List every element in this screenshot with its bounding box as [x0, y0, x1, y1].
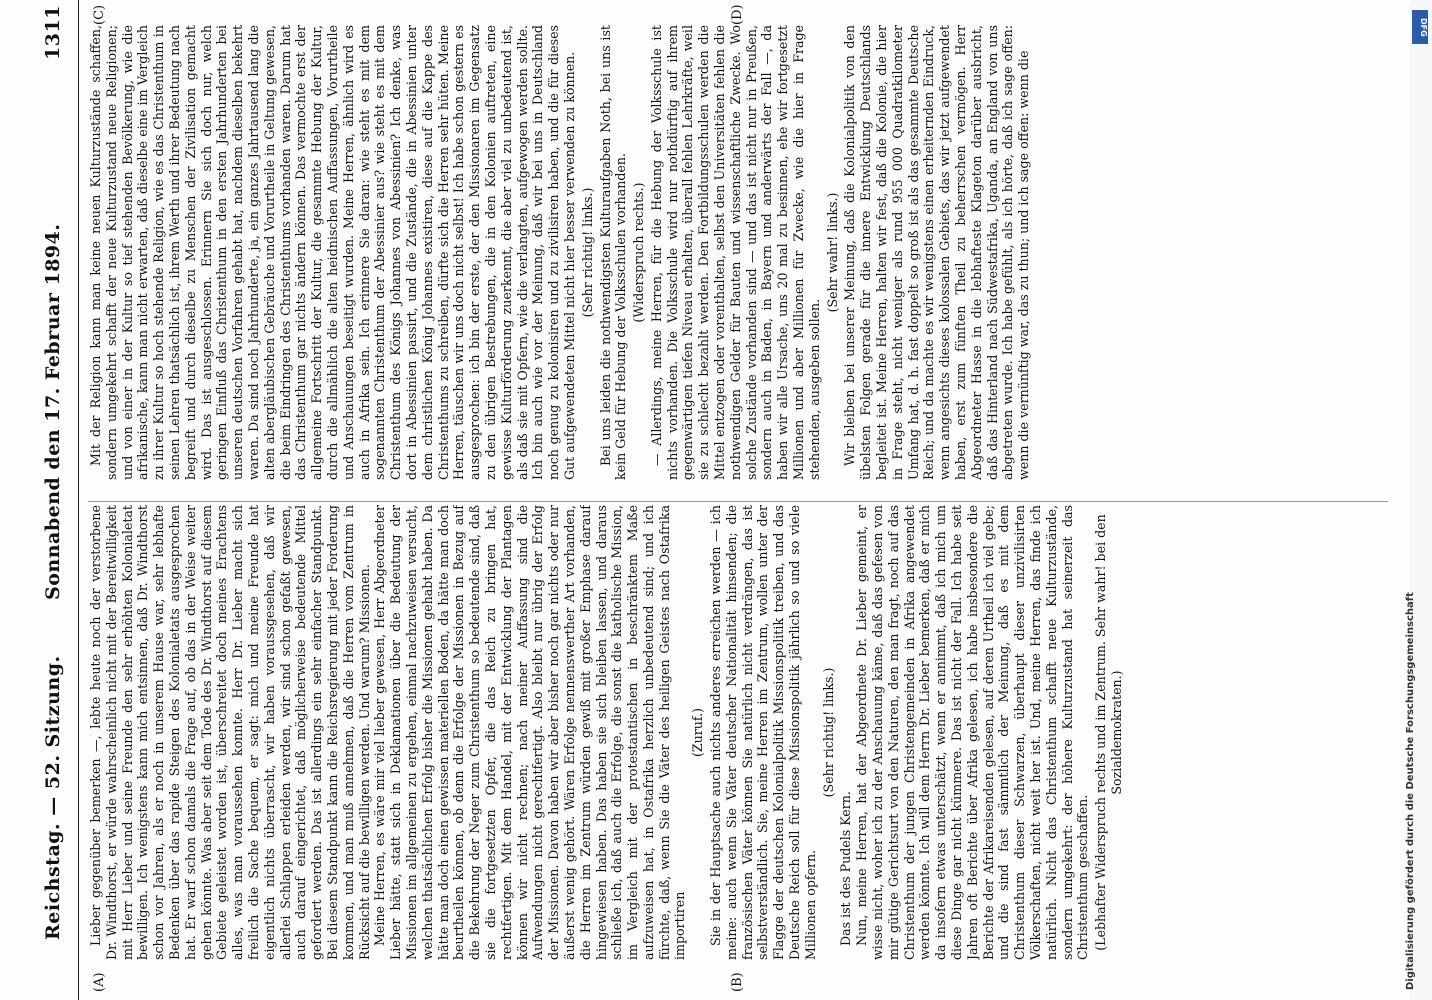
page-number: 1311 [42, 5, 64, 60]
left-column [88, 505, 1388, 960]
right-paragraph-3: — Allerdings, meine Herren, für die Hebung der Volksschule ist nichts vorhanden. Die Volksschule wird nur nothdürftig auf ihrem gegenwärtigen tiefen Niveau erhalten, überall fehlen Lehrkräfte, weil sie zu schlecht bezahlt werden. Den Fortbildungsschulen werden die Mittel entzogen oder vorenthalten, selbst den Universitäten fehlen die nothwendigen Gelder für Bauten und wissenschaftliche Zwecke. Wo solche Zustände vorhanden sind — und das ist nicht nur in Preußen, sondern auch in Baden, in Bayern und anderwärts der Fall —, da haben wir alle Ursache, uns 20 mal zu besinnen, ehe wir fortgesetzt Millionen und aber Millionen für Zwecke, wie die hier in Frage stehenden, ausgeben sollen. [648, 25, 822, 480]
header-session: Reichstag. — 52. Sitzung. [42, 655, 64, 940]
margin-mark-d: (D) [730, 4, 745, 25]
left-applause-1: (Sehr richtig! links.) [820, 667, 836, 798]
header-rule [78, 0, 79, 1000]
right-paragraph-1: Mit der Religion kann man keine neuen Kulturzustände schaffen, sondern umgekehrt schafft der neue Kulturzustand neue Religionen; und von einer in der Kultur so tief stehenden Bevölkerung, wie die afrikanische, kann man nicht erwarten, daß dieselbe eine im Vergleich zu ihrer Kultur so hoch stehende Religion, wie es das Christenthum in seinen Lehren thatsächlich ist, ihrem Werth und ihrer Bedeutung nach begreift und durch dieselbe zu Menschen der Zivilisation gemacht wird. Das ist ausgeschlossen. Erinnern Sie sich doch nur, welch geringen Einfluß das Christenthum in den ersten Jahrhunderten bei unseren deutschen Vorfahren gehabt hat, nachdem dieselben bekehrt waren. Da sind noch Jahrhunderte, ja, ein ganzes Jahrtausend lang die alten abergläubischen Gebräuche und Vorurtheile in Geltung gewesen, die beim Eindringen des Christenthums vorhanden waren. Darum hat das Christenthum gar nichts ändern können. Das vermochte erst der allgemeine Fortschritt der Kultur, die gesammte Hebung der Kultur, durch die allmählich die alten heidnischen Auffassungen, Vorurtheile und Anschauungen beseitigt wurden. Meine Herren, ähnlich wird es auch in Afrika sein. Ich erinnere Sie daran: wie steht es mit dem sogenannten Christenthum der Abessinier aus? wie steht es mit dem Christenthum des Königs Johannes von Abessinien? Ich denke, was dort in Abessinien passirt, und die Zustände, die in Abessinien unter dem christlichen König Johannes existiren, diese auf die Kappe des Christenthums zu schreiben, dürfte sich die Herren sehr hüten. Meine Herren, täuschen wir uns doch nicht selbst! Ich habe schon gestern es ausgesprochen: ich bin der erste, der den Missionaren im Gegensatz zu den übrigen Bestrebungen, die in den Kolonien auftreten, eine gewisse Kulturförderung zuerkennt, die aber viel zu unbedeutend ist, als daß sie mit Opfern, wie die verlangten, aufgewogen werden sollte. Ich bin auch wie vor der Meinung, daß wir bei uns in Deutschland noch genug zu kolonisiren und zu zivilisiren haben, und die für dieses Gut aufgewendeten Mittel nicht hier besser verwenden zu können. [88, 25, 577, 480]
header-date: Sonnabend den 17. Februar 1894. [42, 223, 64, 600]
left-paragraph-2: Meine Herren, es wäre mir viel lieber gewesen, Herr Abgeordneter Lieber hätte, statt sich in Deklamationen über die Bedeutung der Missionen im allgemeinen zu ergehen, einmal nachzuweisen versucht, welchen thatsächlichen Erfolg bisher die Missionen gehabt haben. Da hätte man doch einen gewissen materiellen Boden, da hätte man doch beurtheilen können, ob denn die Erfolge der Missionen in Bezug auf die Bekehrung der Neger zum Christenthum so bedeutende sind, daß sie die fortgesetzten Opfer, die das Reich zu bringen hat, rechtfertigen. Mit dem Handel, mit der Entwicklung der Plantagen können wir nicht rechnen; nach meiner Auffassung sind die Aufwendungen nicht gerechtfertigt. Also bleibt nur übrig der Erfolg der Missionen. Davon haben wir aber bisher noch gar nichts oder nur äußerst wenig gehört. Wären Erfolge nennenswerther Art vorhanden, die Herren im Zentrum würden gewiß mit großer Emphase darauf hingewiesen haben. Das haben sie sich bleiben lassen, und daraus schließe ich, daß auch die Erfolge, die sonst die katholische Mission, im Vergleich mit der protestantischen in beschränktem Maße aufzuweisen hat, in Ostafrika herzlich unbedeutend sind; und ich fürchte, daß, wenn Sie die Väter des heiligen Geistes nach Ostafrika importiren [372, 505, 688, 960]
margin-mark-c: (C) [92, 4, 107, 25]
left-applause-2: (Lebhafter Widerspruch rechts und im Zentrum. Sehr wahr! bei den Sozialdemokraten.) [1093, 514, 1124, 951]
right-column [88, 25, 1388, 480]
margin-mark-a: (A) [92, 972, 107, 992]
left-interjection: (Zuruf.) [690, 707, 706, 758]
left-paragraph-1: Lieber gegenüber bemerken —, lebte heute noch der verstorbene Dr. Windthorst, er würde wahrscheinlich nicht mit der Bereitwilligkeit mit Herr Lieber und seine Freunde den sehr erhöhten Kolonialetat bewilligen. Ich wenigstens kann mich entsinnen, daß Dr. Windthorst schon vor Jahren, als er noch in unserem Hause war, sehr lebhafte Bedenken über das rapide Steigen des Kolonialetats ausgesprochen hat. Er warf schon damals die Frage auf, ob das in der Weise weiter gehen könnte. Was aber seit dem Tode des Dr. Windthorst auf diesem Gebiete geleistet worden ist, überschreitet doch meines Erachtens alles, was man voraussehen konnte. Herr Dr. Lieber macht sich freilich die Sache bequem, er sagt: mich und meine Freunde hat eigentlich nichts überrascht, wir haben voraussgesehen, daß wir allerlei Schlappen erleiden werden, wir sind schon gefaßt gewesen, auch darauf eingerichtet, daß möglicherweise bedeutende Mittel gefordert werden. Das ist allerdings ein sehr einfacher Standpunkt. Bei diesem Standpunkt kann die Reichsregierung mit jeder Forderung kommen, und man muß annehmen, daß die Herren vom Zentrum in Rücksicht auf die bewilligen werden. Und warum? Missionen. [88, 505, 372, 960]
margin-mark-b: (B) [730, 972, 745, 992]
left-paragraph-3: Sie in der Hauptsache auch nichts anderes erreichen werden — ich meine: auch wenn Sie Väter deutscher Nationalität hinsenden; die französischen Väter können Sie natürlich nicht verdrängen, das ist selbstverständlich. Sie, meine Herren im Zentrum, wollen unter der Flagge der deutschen Kolonialpolitik Missionspolitik treiben, und das Deutsche Reich soll für diese Missionspolitik jährlich so und so viele Millionen opfern. [708, 505, 818, 960]
funding-notice: Digitalisierung gefördert durch die Deutsche Forschungsgemeinschaft [1405, 592, 1416, 990]
left-paragraph-5: Nun, meine Herren, hat der Abgeordnete Dr. Lieber gemeint, er wisse nicht, woher ich zu der Anschauung käme, daß das gefesen von mir gütige Gerichtsurt von den Naturen, den man fragt, noch auf das Christenthum der jungen Christengemeinden in Afrika angewendet werden könnte. Ich will dem Herrn Dr. Lieber bemerken, daß er mich da insofern etwas unterschätzt, wenn er annimmt, daß ich mich um diese Dinge gar nicht kümmere. Das ist nicht der Fall. Ich habe seit Jahren oft Berichte über Afrika gelesen, ich habe insbesondere die Berichte der Afrikareisenden gelesen, auf deren Urtheil ich viel gebe; und die sind fast sämmtlich der Meinung, daß es mit dem Christenthum dieser Schwarzen, überhaupt dieser unzivilisirten Völkerschaften, nicht weit her ist. Und, meine Herren, das finde ich natürlich. Nicht das Christenthum schafft neue Kulturzustände, sondern umgekehrt: der höhere Kulturzustand hat seinerzeit das Christenthum geschaffen. [854, 505, 1091, 960]
dfg-logo: DFG [1412, 10, 1428, 44]
right-applause-2: (Widerspruch rechts.) [631, 182, 647, 323]
right-paragraph-2: Bei uns leiden die nothwendigsten Kulturaufgaben Noth, bei uns ist kein Geld für Hebung der Volksschulen vorhanden. [597, 25, 629, 480]
right-applause-3: (Sehr wahr! links.) [824, 192, 840, 313]
page-header [30, 0, 76, 1000]
right-paragraph-4: Wir bleiben bei unserer Meinung, daß die Kolonialpolitik von den übelsten Folgen gerade für die innere Entwicklung Deutschlands begleitet ist. Meine Herren, halten wir fest, daß die Kolonie, die hier in Frage steht, nicht weniger als rund 955 000 Quadratkilometer Umfang hat, d. h. fast doppelt so groß ist als das gesammte Deutsche Reich; und da machte es wir wenigstens einen erheiternden Eindruck, wenn angesichts dieses kolossalen Gebiets, das wir jetzt aufgewendet haben, erst zum fünften Theil zu beherrschen vermögen. Herr Abgeordneter Hasse in die lebhafteste Klageton darüber ausbricht, daß das Hinterland nach Südwestafrika, Uganda, an England von uns abgetreten wurde. Ich habe gefühlt, als ich hörte, daß ich sage offen: wenn die vernünftig war, das zu thun; und ich sage offen: wenn die [842, 25, 1032, 480]
rotated-newspaper-page [30, 0, 1410, 1000]
column-divider [88, 501, 1388, 502]
left-paragraph-4: Das ist des Pudels Kern. [838, 791, 854, 946]
right-applause-1: (Sehr richtig! links.) [579, 187, 595, 318]
